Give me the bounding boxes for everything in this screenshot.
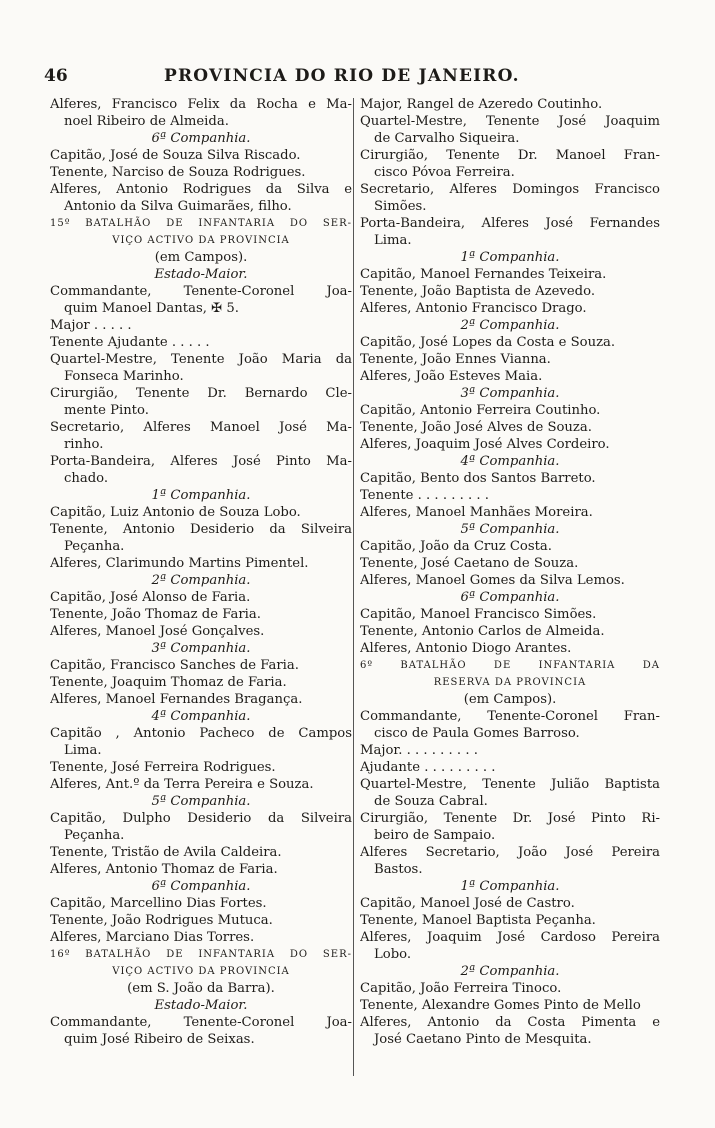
text-line: Tenente, José Ferreira Rodrigues. [50,760,276,775]
text-line: Alferes, Antonio Rodrigues da Silva e [50,182,352,197]
text-line: Capitão, Manoel Francisco Simões. [360,607,597,622]
section-heading: 5ª Companhia. [151,794,251,809]
text-line: Quartel-Mestre, Tenente Julião Baptista [360,777,660,792]
section-heading: 6ª Companhia. [151,879,251,894]
text-line: Bastos. [374,862,423,877]
section-heading: 4ª Companhia. [151,709,251,724]
text-line: Secretario, Alferes Manoel José Ma- [50,420,352,435]
right-column [356,96,660,1048]
text-line: Alferes, Manoel Manhães Moreira. [360,505,593,520]
section-heading: 4ª Companhia. [460,454,560,469]
text-line: Tenente Ajudante . . . . . [50,335,210,350]
text-line: Capitão , Antonio Pacheco de Campos [50,726,352,741]
text-line: rinho. [64,437,104,452]
text-line: Lima. [374,233,412,248]
text-line: (em S. João da Barra). [127,981,275,996]
section-heading: 1ª Companhia. [460,879,560,894]
text-line: 6º BATALHÃO DE INFANTARIA DA [360,660,660,671]
text-line: Commandante, Tenente-Coronel Joa- [50,1015,352,1030]
page-number: 46 [44,66,68,86]
running-title: PROVINCIA DO RIO DE JANEIRO. [164,66,520,86]
section-heading: Estado-Maior. [154,267,248,282]
text-line: 15º BATALHÃO DE INFANTARIA DO SER- [50,218,352,229]
text-line: Capitão, Marcellino Dias Fortes. [50,896,267,911]
text-line: Alferes, Antonio da Costa Pimenta e [360,1015,660,1030]
text-line: (em Campos). [154,250,248,265]
text-line: Tenente, José Caetano de Souza. [360,556,579,571]
text-line: Alferes, Marciano Dias Torres. [50,930,255,945]
text-line: Alferes, Joaquim José Cardoso Pereira [360,930,660,945]
text-line: Peçanha. [64,828,125,843]
text-line: Alferes Secretario, João José Pereira [360,845,660,860]
text-line: Major . . . . . [50,318,132,333]
text-line: Tenente, Manoel Baptista Peçanha. [360,913,596,928]
text-line: Alferes, Francisco Felix da Rocha e Ma- [50,97,352,112]
section-heading: 2ª Companhia. [151,573,251,588]
text-line: Tenente, Alexandre Gomes Pinto de Mello [360,998,641,1013]
text-line: Capitão, Luiz Antonio de Souza Lobo. [50,505,301,520]
text-line: VIÇO ACTIVO DA PROVINCIA [112,966,290,977]
text-line: Alferes, Antonio Thomaz de Faria. [50,862,278,877]
text-line: quim José Ribeiro de Seixas. [64,1032,255,1047]
text-line: Capitão, Manoel Fernandes Teixeira. [360,267,607,282]
text-line: Alferes, Ant.º da Terra Pereira e Souza. [50,777,314,792]
text-line: cisco Póvoa Ferreira. [374,165,515,180]
text-line: Tenente, Antonio Carlos de Almeida. [360,624,605,639]
text-line: Tenente, Narciso de Souza Rodrigues. [50,165,306,180]
section-heading: Estado-Maior. [154,998,248,1013]
text-line: mente Pinto. [64,403,149,418]
section-heading: 2ª Companhia. [460,318,560,333]
text-line: Lima. [64,743,102,758]
text-line: beiro de Sampaio. [374,828,496,843]
text-line: cisco de Paula Gomes Barroso. [374,726,580,741]
text-line: Peçanha. [64,539,125,554]
text-line: Tenente, Joaquim Thomaz de Faria. [50,675,287,690]
text-line: Porta-Bandeira, Alferes José Fernandes [360,216,660,231]
text-line: Cirurgião, Tenente Dr. José Pinto Ri- [360,811,660,826]
text-line: noel Ribeiro de Almeida. [64,114,229,129]
text-line: Secretario, Alferes Domingos Francisco [360,182,660,197]
section-heading: 6ª Companhia. [151,131,251,146]
text-line: Capitão, José Alonso de Faria. [50,590,251,605]
text-line: Cirurgião, Tenente Dr. Manoel Fran- [360,148,660,163]
text-line: Antonio da Silva Guimarães, filho. [64,199,292,214]
text-line: Capitão, Manoel José de Castro. [360,896,575,911]
text-line: Major. . . . . . . . . . [360,743,478,758]
text-line: Tenente, Tristão de Avila Caldeira. [50,845,282,860]
page-header [44,66,684,90]
section-heading: 1ª Companhia. [460,250,560,265]
text-line: José Caetano Pinto de Mesquita. [374,1032,592,1047]
text-line: Lobo. [374,947,412,962]
text-line: Alferes, Joaquim José Alves Cordeiro. [360,437,610,452]
text-line: (em Campos). [463,692,557,707]
text-line: Tenente, Antonio Desiderio da Silveira [50,522,352,537]
text-line: Tenente, João Ennes Vianna. [360,352,551,367]
text-line: Alferes, Manoel Fernandes Bragança. [50,692,303,707]
text-line: Fonseca Marinho. [64,369,184,384]
text-line: Simões. [374,199,427,214]
text-line: Capitão, João da Cruz Costa. [360,539,552,554]
text-line: Cirurgião, Tenente Dr. Bernardo Cle- [50,386,352,401]
text-line: quim Manoel Dantas, ✠ 5. [64,301,239,316]
text-line: de Carvalho Siqueira. [374,131,520,146]
text-line: Alferes, Clarimundo Martins Pimentel. [50,556,309,571]
section-heading: 2ª Companhia. [460,964,560,979]
section-heading: 5ª Companhia. [460,522,560,537]
text-line: Tenente . . . . . . . . . [360,488,489,503]
text-line: VIÇO ACTIVO DA PROVINCIA [112,235,290,246]
text-line: Commandante, Tenente-Coronel Joa- [50,284,352,299]
text-line: Tenente, João Rodrigues Mutuca. [50,913,273,928]
text-line: Ajudante . . . . . . . . . [360,760,496,775]
text-line: Capitão, Antonio Ferreira Coutinho. [360,403,601,418]
text-line: Capitão, Dulpho Desiderio da Silveira [50,811,352,826]
text-line: de Souza Cabral. [374,794,488,809]
text-line: Porta-Bandeira, Alferes José Pinto Ma- [50,454,352,469]
text-line: Capitão, Bento dos Santos Barreto. [360,471,596,486]
text-line: Commandante, Tenente-Coronel Fran- [360,709,660,724]
text-line: Capitão, João Ferreira Tinoco. [360,981,562,996]
text-line: Quartel-Mestre, Tenente José Joaquim [360,114,660,129]
text-line: Major, Rangel de Azeredo Coutinho. [360,97,603,112]
text-line: Alferes, Manoel José Gonçalves. [50,624,265,639]
section-heading: 3ª Companhia. [151,641,251,656]
text-line: Alferes, Manoel Gomes da Silva Lemos. [360,573,625,588]
column-rule [353,98,354,1076]
text-line: Alferes, Antonio Francisco Drago. [360,301,587,316]
left-column [50,96,352,1048]
section-heading: 1ª Companhia. [151,488,251,503]
text-line: Alferes, João Esteves Maia. [360,369,543,384]
section-heading: 6ª Companhia. [460,590,560,605]
text-line: Tenente, João Thomaz de Faria. [50,607,261,622]
text-line: 16º BATALHÃO DE INFANTARIA DO SER- [50,949,352,960]
text-line: Tenente, João José Alves de Souza. [360,420,592,435]
text-line: Capitão, José de Souza Silva Riscado. [50,148,301,163]
text-line: Capitão, Francisco Sanches de Faria. [50,658,299,673]
text-line: RESERVA DA PROVINCIA [433,677,587,688]
text-line: Quartel-Mestre, Tenente João Maria da [50,352,352,367]
text-line: chado. [64,471,109,486]
text-line: Alferes, Antonio Diogo Arantes. [360,641,572,656]
text-line: Tenente, João Baptista de Azevedo. [360,284,596,299]
section-heading: 3ª Companhia. [460,386,560,401]
text-line: Capitão, José Lopes da Costa e Souza. [360,335,616,350]
